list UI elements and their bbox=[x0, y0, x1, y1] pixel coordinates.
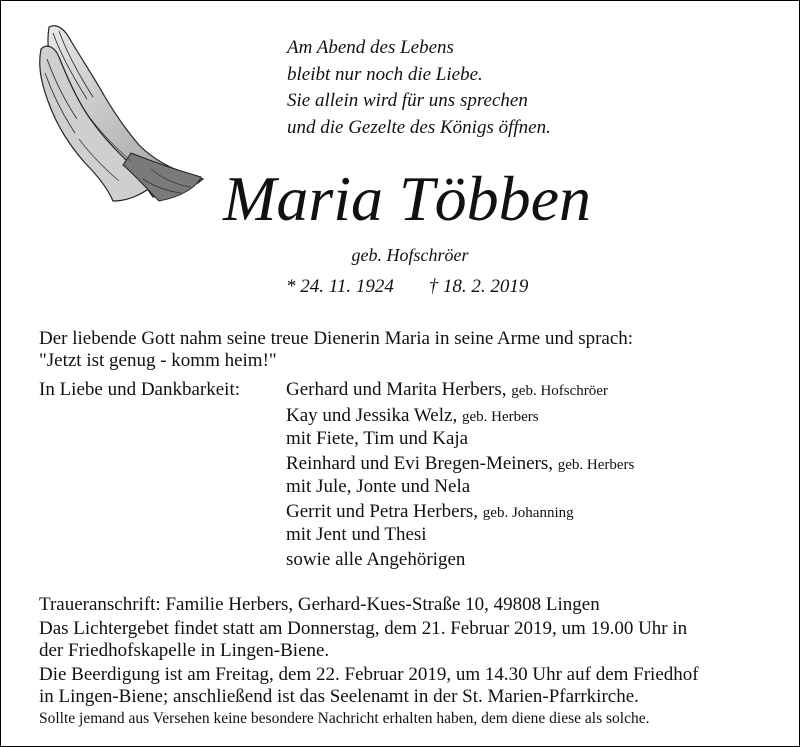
family-names: Reinhard und Evi Bregen-Meiners, bbox=[286, 453, 553, 474]
family-names: Gerrit und Petra Herbers, bbox=[286, 501, 479, 522]
quote-line: "Jetzt ist genug - komm heim!" bbox=[39, 350, 277, 371]
address: Traueranschrift: Familie Herbers, Gerhard-Kues-Straße 10, 49808 Lingen bbox=[39, 594, 600, 615]
dank-label: In Liebe und Dankbarkeit: bbox=[39, 379, 241, 400]
family-born: geb. Herbers bbox=[557, 457, 635, 473]
birth-date: * 24. 11. 1924 bbox=[286, 276, 394, 297]
family-born: geb. Johanning bbox=[482, 505, 574, 521]
poem bbox=[287, 35, 551, 141]
family-names: Kay und Jessika Welz, bbox=[286, 405, 458, 426]
funeral-details: Die Beerdigung ist am Freitag, dem 22. Februar 2019, um 14.30 Uhr auf dem Friedhof bbox=[39, 664, 699, 685]
notice-note: Sollte jemand aus Versehen keine besondere Nachricht erhalten haben, dem diene diese als solche. bbox=[39, 710, 650, 727]
death-date: † 18. 2. 2019 bbox=[428, 276, 529, 297]
poem-line: Sie allein wird für uns sprechen bbox=[287, 90, 528, 111]
poem-line: Am Abend des Lebens bbox=[287, 37, 454, 58]
funeral-details: in Lingen-Biene; anschließend ist das Seelenamt in der St. Marien-Pfarrkirche. bbox=[39, 686, 639, 707]
family-children: mit Jule, Jonte und Nela bbox=[286, 476, 471, 497]
family-entry bbox=[286, 379, 634, 402]
family-children: mit Jent und Thesi bbox=[286, 524, 427, 545]
poem-line: bleibt nur noch die Liebe. bbox=[287, 63, 483, 85]
family-born: geb. Hofschröer bbox=[511, 383, 608, 399]
deceased-name: Maria Többen bbox=[223, 163, 591, 234]
family-entry bbox=[286, 501, 634, 524]
family-children: mit Fiete, Tim und Kaja bbox=[286, 428, 469, 449]
family-entry: sowie alle Angehörigen bbox=[286, 549, 466, 570]
funeral-info bbox=[39, 594, 699, 730]
family-entry bbox=[286, 405, 634, 428]
family-names: Gerhard und Marita Herbers, bbox=[286, 379, 507, 400]
life-dates bbox=[286, 276, 528, 298]
family-born: geb. Herbers bbox=[461, 409, 539, 425]
family-list bbox=[286, 379, 634, 571]
family-entry bbox=[286, 453, 634, 476]
prayer-info: Das Lichtergebet findet statt am Donnerstag, dem 21. Februar 2019, um 19.00 Uhr in bbox=[39, 618, 688, 639]
quote bbox=[39, 328, 633, 372]
quote-line: Der liebende Gott nahm seine treue Dienerin Maria in seine Arme und sprach: bbox=[39, 328, 634, 349]
poem-line: und die Gezelte des Königs öffnen. bbox=[287, 116, 551, 138]
prayer-info: der Friedhofskapelle in Lingen-Biene. bbox=[39, 640, 330, 661]
maiden-name: geb. Hofschröer bbox=[351, 245, 469, 265]
